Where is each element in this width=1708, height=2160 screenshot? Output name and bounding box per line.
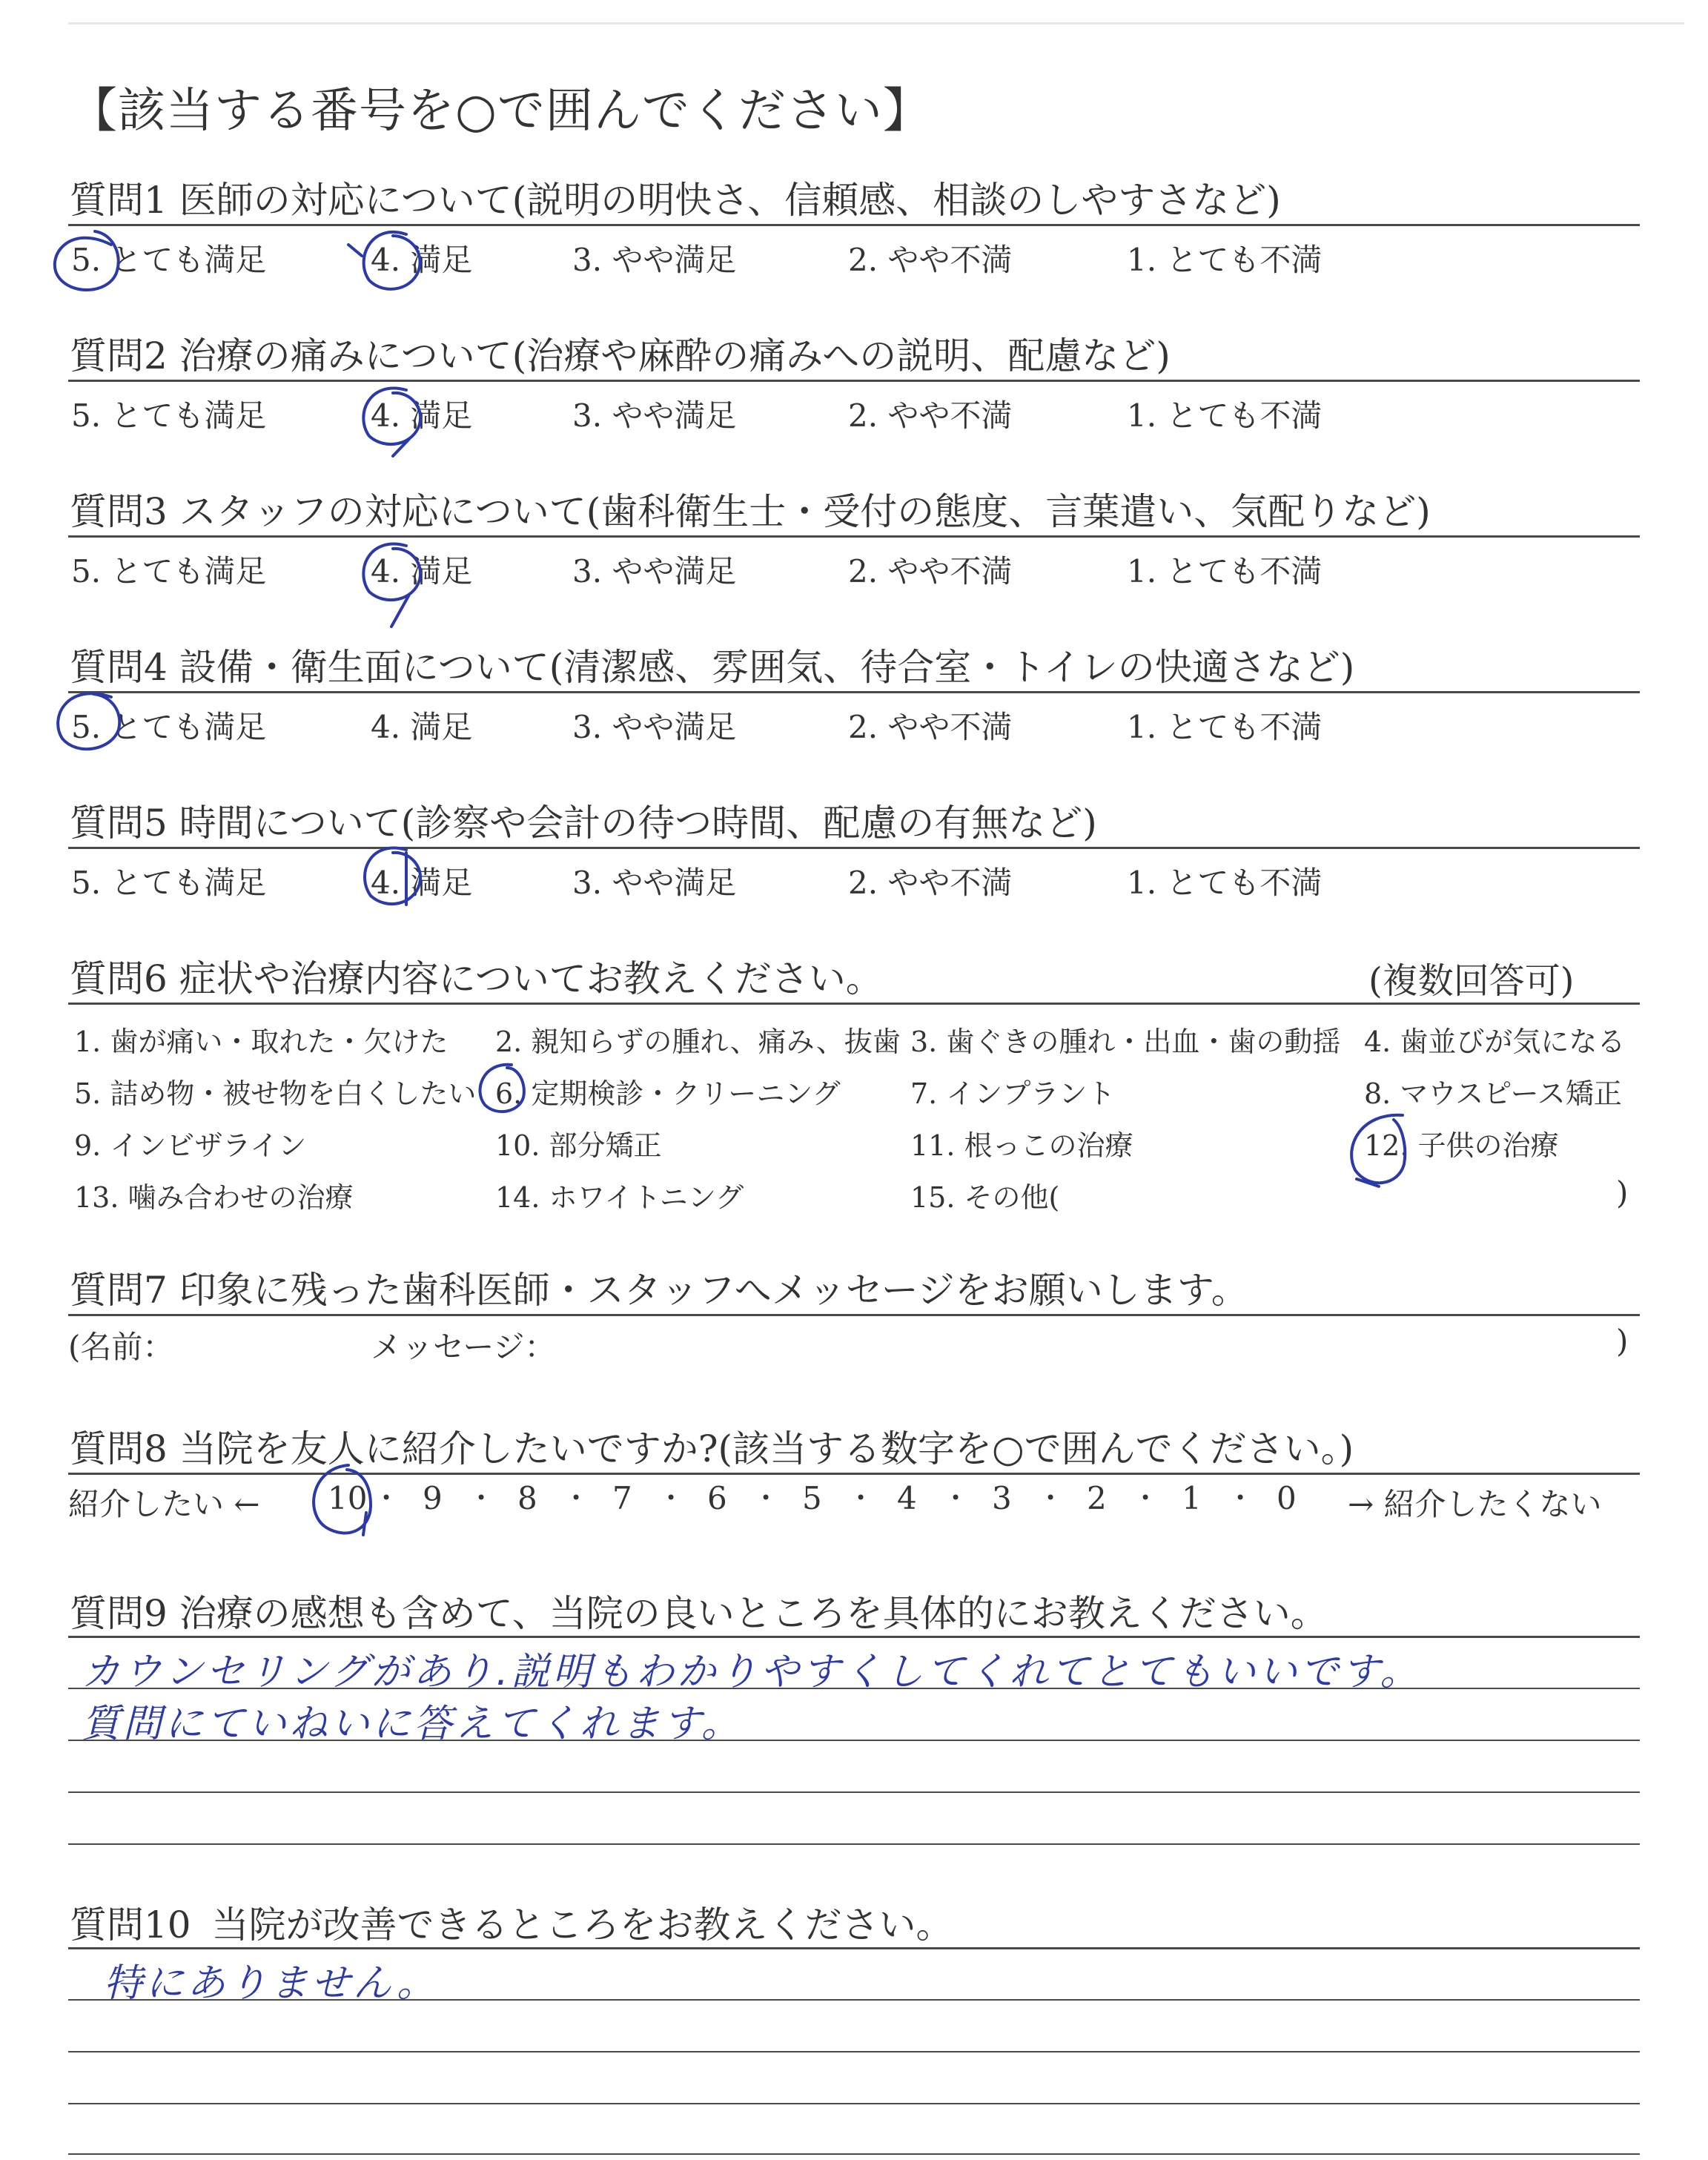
q6-option-12[interactable]: 12. 子供の治療 — [1364, 1129, 1559, 1162]
q6-option-13[interactable]: 13. 噛み合わせの治療 — [74, 1181, 354, 1214]
question-1-number: 質問1 — [70, 179, 168, 222]
question-8-title — [70, 1419, 1354, 1473]
question-1-text: 医師の対応について(説明の明快さ、信頼感、相談のしやすさなど) — [179, 179, 1281, 222]
question-9-text: 治療の感想も含めて、当院の良いところを具体的にお教えください。 — [179, 1592, 1328, 1635]
q6-option-1[interactable]: 1. 歯が痛い・取れた・欠けた — [74, 1025, 448, 1058]
question-4-title — [70, 638, 1354, 691]
question-9-rule-4 — [68, 1791, 1640, 1793]
q8-scale-10[interactable]: 10 — [328, 1480, 368, 1516]
q9-answer-line-1[interactable]: カウンセリングがあり.説明もわかりやすくしてくれてとてもいいです。 — [82, 1650, 1422, 1694]
question-3-rule — [68, 535, 1640, 538]
q6-other-close-paren: ) — [1616, 1175, 1629, 1211]
q8-left-label: 紹介したい ← — [68, 1486, 260, 1522]
question-10-number: 質問10 — [70, 1903, 191, 1946]
q8-scale-separator: • — [761, 1487, 772, 1508]
question-4-text: 設備・衛生面について(清潔感、雰囲気、待合室・トイレの快適さなど) — [179, 646, 1355, 689]
q8-scale-separator: • — [1140, 1487, 1151, 1508]
question-2-text: 治療の痛みについて(治療や麻酔の痛みへの説明、配慮など) — [179, 334, 1171, 377]
q6-option-5[interactable]: 5. 詰め物・被せ物を白くしたい — [74, 1077, 477, 1110]
q5-option-5[interactable]: 5. とても満足 — [71, 865, 267, 901]
q8-scale-separator: • — [666, 1487, 677, 1508]
q8-scale-9[interactable]: 9 — [423, 1480, 443, 1516]
question-3-text: スタッフの対応について(歯科衛生士・受付の態度、言葉遣い、気配りなど) — [179, 490, 1431, 533]
q1-option-5[interactable]: 5. とても満足 — [71, 242, 267, 278]
top-edge-line — [68, 22, 1684, 24]
q6-option-4[interactable]: 4. 歯並びが気になる — [1364, 1025, 1626, 1058]
q3-option-5[interactable]: 5. とても満足 — [71, 553, 267, 589]
question-6-rule — [68, 1003, 1640, 1005]
q2-option-3[interactable]: 3. やや満足 — [572, 397, 737, 434]
q4-option-4[interactable]: 4. 満足 — [371, 709, 473, 745]
q8-scale-separator: • — [1235, 1487, 1246, 1508]
question-1-title — [70, 171, 1281, 224]
question-10-rule-3 — [68, 2051, 1640, 2052]
q8-scale-3[interactable]: 3 — [992, 1480, 1012, 1516]
q1-option-2[interactable]: 2. やや不満 — [848, 242, 1013, 278]
question-9-rule-1 — [68, 1636, 1640, 1638]
q10-answer-line-1[interactable]: 特にありません。 — [104, 1961, 439, 2006]
question-2-number: 質問2 — [70, 334, 168, 377]
q8-scale-separator: • — [571, 1487, 582, 1508]
q6-option-2[interactable]: 2. 親知らずの腫れ、痛み、抜歯 — [495, 1025, 901, 1058]
q8-scale-4[interactable]: 4 — [897, 1480, 917, 1516]
q2-option-2[interactable]: 2. やや不満 — [848, 397, 1013, 434]
multiple-answers-note: (複数回答可) — [1368, 960, 1575, 1002]
question-6-title — [70, 949, 883, 1003]
q6-option-15[interactable]: 15. その他( — [910, 1181, 1060, 1214]
question-5-number: 質問5 — [70, 802, 168, 845]
q4-option-1[interactable]: 1. とても不満 — [1127, 709, 1323, 745]
question-4-rule — [68, 691, 1640, 693]
question-8-rule — [68, 1473, 1640, 1475]
q8-scale-separator: • — [381, 1487, 392, 1508]
q6-option-9[interactable]: 9. インビザライン — [74, 1129, 307, 1162]
q3-option-3[interactable]: 3. やや満足 — [572, 553, 737, 589]
q8-scale-1[interactable]: 1 — [1182, 1480, 1202, 1516]
q8-scale-separator: • — [855, 1487, 867, 1508]
q3-option-4[interactable]: 4. 満足 — [371, 553, 473, 589]
q4-option-5[interactable]: 5. とても満足 — [71, 709, 267, 745]
q5-option-3[interactable]: 3. やや満足 — [572, 865, 737, 901]
question-10-title — [70, 1895, 953, 1949]
question-8-number: 質問8 — [70, 1427, 168, 1470]
q1-option-3[interactable]: 3. やや満足 — [572, 242, 737, 278]
question-7-rule — [68, 1314, 1640, 1316]
q8-scale-2[interactable]: 2 — [1087, 1480, 1107, 1516]
q7-message-label: メッセージ： — [371, 1329, 556, 1365]
q8-scale-separator: • — [1045, 1487, 1056, 1508]
q3-option-1[interactable]: 1. とても不満 — [1127, 553, 1323, 589]
q5-option-1[interactable]: 1. とても不満 — [1127, 865, 1323, 901]
q2-option-4[interactable]: 4. 満足 — [371, 397, 473, 434]
question-3-title — [70, 482, 1431, 535]
question-4-number: 質問4 — [70, 646, 168, 689]
question-6-text: 症状や治療内容についてお教えください。 — [179, 957, 883, 1000]
q1-option-1[interactable]: 1. とても不満 — [1127, 242, 1323, 278]
q2-option-5[interactable]: 5. とても満足 — [71, 397, 267, 434]
question-5-title — [70, 793, 1097, 847]
question-7-text: 印象に残った歯科医師・スタッフへメッセージをお願いします。 — [179, 1269, 1248, 1312]
q6-option-11[interactable]: 11. 根っこの治療 — [910, 1129, 1133, 1162]
question-7-title — [70, 1261, 1248, 1314]
question-10-rule-1 — [68, 1947, 1640, 1949]
question-10-text: 当院が改善できるところをお教えください。 — [211, 1903, 953, 1946]
q1-option-4[interactable]: 4. 満足 — [371, 242, 473, 278]
q8-scale-7[interactable]: 7 — [612, 1480, 632, 1516]
question-5-text: 時間について(診察や会計の待つ時間、配慮の有無など) — [179, 802, 1097, 845]
q6-option-3[interactable]: 3. 歯ぐきの腫れ・出血・歯の動揺 — [910, 1025, 1341, 1058]
q3-option-2[interactable]: 2. やや不満 — [848, 553, 1013, 589]
q6-option-7[interactable]: 7. インプラント — [910, 1077, 1116, 1110]
q9-answer-line-2[interactable]: 質問にていねいに答えてくれます。 — [82, 1702, 743, 1746]
question-9-rule-5 — [68, 1843, 1640, 1845]
q8-scale-separator: • — [476, 1487, 487, 1508]
q4-option-3[interactable]: 3. やや満足 — [572, 709, 737, 745]
question-1-rule — [68, 224, 1640, 226]
question-2-title — [70, 326, 1171, 380]
question-2-rule — [68, 380, 1640, 382]
question-3-number: 質問3 — [70, 490, 168, 533]
q8-scale-separator: • — [950, 1487, 961, 1508]
q8-scale-8[interactable]: 8 — [517, 1480, 537, 1516]
q8-scale-6[interactable]: 6 — [707, 1480, 727, 1516]
question-7-number: 質問7 — [70, 1269, 168, 1312]
q5-option-4[interactable]: 4. 満足 — [371, 865, 473, 901]
q6-option-14[interactable]: 14. ホワイトニング — [495, 1181, 744, 1214]
q8-scale-0[interactable]: 0 — [1277, 1480, 1297, 1516]
q7-name-label: (名前： — [68, 1329, 174, 1365]
q7-close-paren: ) — [1616, 1323, 1629, 1359]
question-10-rule-4 — [68, 2103, 1640, 2104]
question-6-number: 質問6 — [70, 957, 168, 1000]
q6-option-10[interactable]: 10. 部分矯正 — [495, 1129, 662, 1162]
question-9-number: 質問9 — [70, 1592, 168, 1635]
q8-right-label: → 紹介したくない — [1348, 1486, 1602, 1522]
q2-option-1[interactable]: 1. とても不満 — [1127, 397, 1323, 434]
q6-option-6[interactable]: 6. 定期検診・クリーニング — [495, 1077, 841, 1110]
q5-option-2[interactable]: 2. やや不満 — [848, 865, 1013, 901]
form-title: 【該当する番号を○で囲んでください】 — [70, 84, 931, 139]
q8-scale-5[interactable]: 5 — [802, 1480, 822, 1516]
q4-option-2[interactable]: 2. やや不満 — [848, 709, 1013, 745]
q6-option-8[interactable]: 8. マウスピース矯正 — [1364, 1077, 1622, 1110]
question-8-text: 当院を友人に紹介したいですか?(該当する数字を○で囲んでください。) — [179, 1427, 1354, 1470]
question-9-title — [70, 1584, 1328, 1637]
question-10-rule-5 — [68, 2153, 1640, 2155]
question-5-rule — [68, 847, 1640, 849]
